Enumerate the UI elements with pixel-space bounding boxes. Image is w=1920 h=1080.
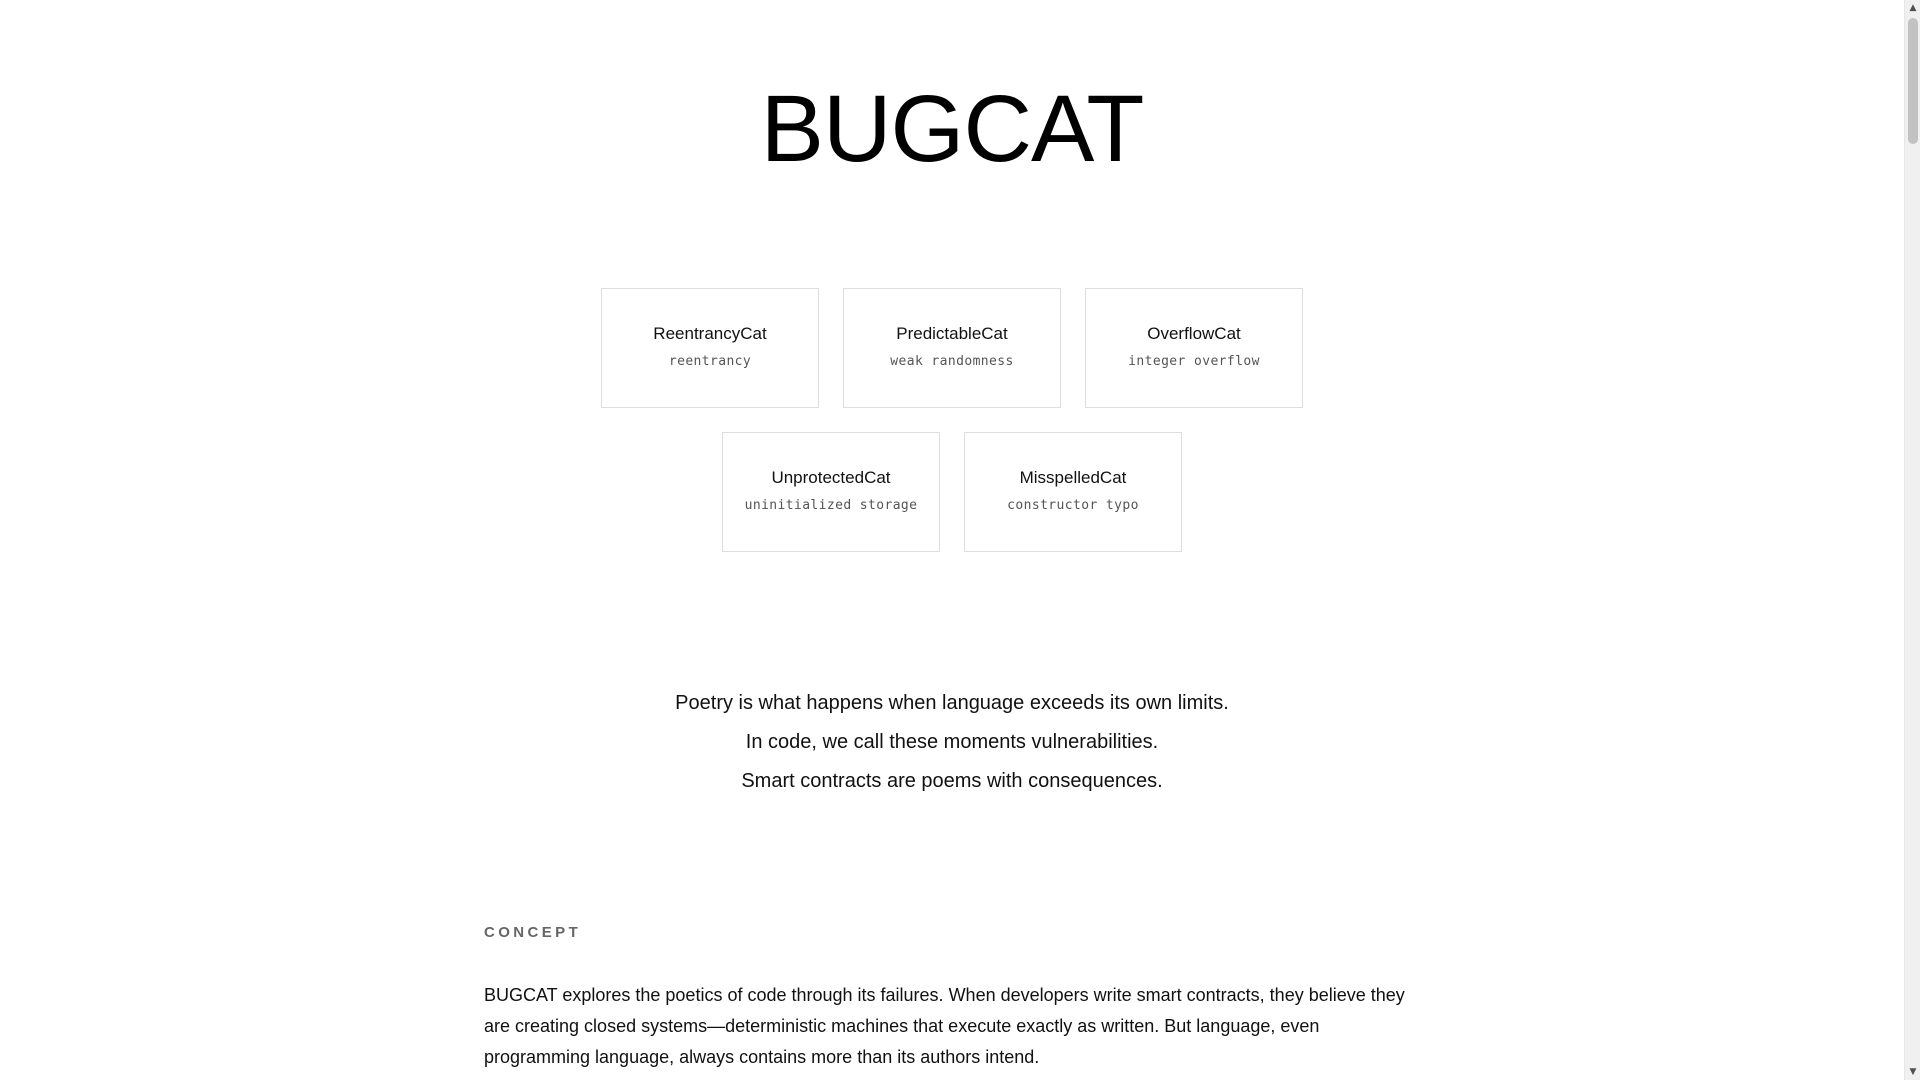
card-subtitle: constructor typo: [1007, 498, 1139, 513]
bug-cat-card-overflow[interactable]: [1085, 288, 1303, 408]
vertical-scrollbar[interactable]: [1904, 0, 1920, 1080]
page-title: BUGCAT: [760, 76, 1144, 182]
card-subtitle: uninitialized storage: [744, 498, 918, 513]
card-subtitle: reentrancy: [668, 354, 752, 369]
scrollbar-thumb[interactable]: [1908, 18, 1918, 144]
card-title: OverflowCat: [1147, 324, 1241, 343]
card-subtitle: integer overflow: [1128, 354, 1260, 369]
concept-section: [484, 924, 1424, 1073]
bug-cat-card-unprotected[interactable]: [722, 432, 940, 552]
scroll-down-icon[interactable]: ▼: [1909, 1066, 1917, 1077]
poem-line: Poetry is what happens when language exceeds its own limits.: [675, 692, 1229, 714]
bug-cat-card-predictable[interactable]: [843, 288, 1061, 408]
bug-cat-card-reentrancy[interactable]: [601, 288, 819, 408]
card-title: UnprotectedCat: [771, 468, 891, 487]
bug-cat-grid: [0, 288, 1904, 576]
poem-line: In code, we call these moments vulnerabilities.: [745, 731, 1159, 753]
bug-cat-row-bottom: [0, 432, 1904, 552]
bug-cat-row-top: [0, 288, 1904, 408]
scroll-up-icon[interactable]: ▲: [1909, 2, 1917, 13]
bug-cat-card-misspelled[interactable]: [964, 432, 1182, 552]
concept-heading: CONCEPT: [484, 924, 582, 941]
card-title: ReentrancyCat: [653, 324, 767, 343]
poem-section: [0, 684, 1904, 801]
card-subtitle: weak randomness: [890, 354, 1014, 369]
card-title: PredictableCat: [896, 324, 1008, 343]
poem-line: Smart contracts are poems with consequences.: [741, 770, 1163, 792]
concept-paragraph: BUGCAT explores the poetics of code through its failures. When developers write smart contracts, they believe they are creating closed systems—deterministic machines that execute exactly as written. But language, even programming language, always contains more than its authors intend.: [484, 985, 1405, 1067]
card-title: MisspelledCat: [1019, 468, 1127, 487]
